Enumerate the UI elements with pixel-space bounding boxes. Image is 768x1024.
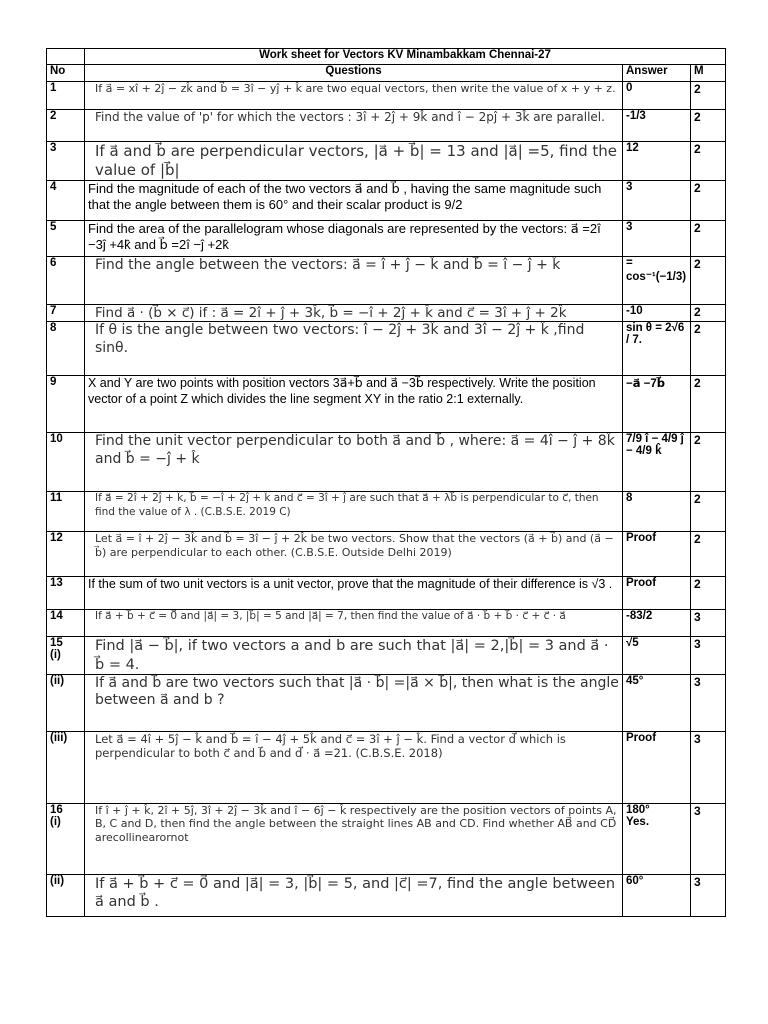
question-number: 12 [47,532,85,577]
question-number: 16 (i) [47,803,85,874]
question-text: Let a⃗ = 4î + 5ĵ − k̂ and b⃗ = î − 4ĵ + 5k̂ and c⃗ = 3î + ĵ − k̂. Find a vector d⃗ which is perpendicular to both c⃗ and b⃗ and d⃗ · a⃗ =21. (C.B.S.E. 2018) [85,731,623,803]
answer-cell: -1/3 [623,110,691,142]
question-text: If a⃗ = xî + 2ĵ − zk̂ and b⃗ = 3î − yĵ + k̂ are two equal vectors, then write the value of x + y + z. [85,82,623,110]
marks-cell: 3 [691,874,726,916]
question-text: Find the area of the parallelogram whose diagonals are represented by the vectors: a⃗ =2î −3ĵ +4k̂ and b⃗ =2î −ĵ +2k̂ [85,220,623,256]
table-row [47,322,726,376]
answer-cell: -10 [623,304,691,322]
marks-cell: 2 [691,110,726,142]
question-number: 15 (i) [47,637,85,674]
table-row [47,610,726,637]
table-row [47,256,726,304]
answer-cell: Proof [623,577,691,610]
answer-cell: 45° [623,674,691,731]
blank-corner-cell [47,49,85,65]
table-row [47,376,726,433]
question-number: (ii) [47,674,85,731]
table-row [47,731,726,803]
answer-cell: 3 [623,220,691,256]
marks-cell: 3 [691,637,726,674]
table-row [47,82,726,110]
question-number: 8 [47,322,85,376]
question-text: If a⃗ = 2î + 2ĵ + k̂, b⃗ = −î + 2ĵ + k̂ and c⃗ = 3î + ĵ are such that a⃗ + λb⃗ is perpendicular to c⃗, then find the value of λ . (C.B.S.E. 2019 C) [85,492,623,532]
header-answer: Answer [623,65,691,82]
answer-cell: 3 [623,180,691,220]
answer-cell: 0 [623,82,691,110]
answer-cell: = cos⁻¹(−1/3) [623,256,691,304]
question-text: If θ is the angle between two vectors: î − 2ĵ + 3k̂ and 3î − 2ĵ + k̂ ,find sinθ. [85,322,623,376]
answer-cell: sin θ = 2√6 / 7. [623,322,691,376]
question-text: If the sum of two unit vectors is a unit vector, prove that the magnitude of their difference is √3 . [85,577,623,610]
marks-cell: 3 [691,731,726,803]
question-number: (iii) [47,731,85,803]
marks-cell: 2 [691,180,726,220]
question-number: 9 [47,376,85,433]
table-row [47,142,726,181]
table-row [47,874,726,916]
answer-cell: Proof [623,731,691,803]
marks-cell: 3 [691,610,726,637]
question-text: Find a⃗ · (b⃗ × c⃗) if : a⃗ = 2î + ĵ + 3k̂, b⃗ = −î + 2ĵ + k̂ and c⃗ = 3î + ĵ + 2k̂ [85,304,623,322]
worksheet-title: Work sheet for Vectors KV Minambakkam Chennai-27 [85,49,726,65]
marks-cell: 2 [691,492,726,532]
marks-cell: 2 [691,532,726,577]
question-number: 14 [47,610,85,637]
answer-cell: 8 [623,492,691,532]
question-text: Find the angle between the vectors: a⃗ = î + ĵ − k̂ and b⃗ = î − ĵ + k̂ [85,256,623,304]
question-number: 3 [47,142,85,181]
marks-cell: 2 [691,376,726,433]
table-row [47,803,726,874]
answer-cell: Proof [623,532,691,577]
question-number: 5 [47,220,85,256]
answer-cell: 7/9 î − 4/9 ĵ − 4/9 k̂ [623,433,691,492]
answer-cell: 12 [623,142,691,181]
question-number: 13 [47,577,85,610]
table-row [47,674,726,731]
question-number: 2 [47,110,85,142]
table-row [47,180,726,220]
table-row [47,577,726,610]
question-text: If a⃗ and b⃗ are perpendicular vectors, |a⃗ + b⃗| = 13 and |a⃗| =5, find the value of |b⃗| [85,142,623,181]
header-marks: M [691,65,726,82]
question-text: Find the unit vector perpendicular to both a⃗ and b⃗ , where: a⃗ = 4î − ĵ + 8k̂ and b⃗ = −ĵ + k̂ [85,433,623,492]
marks-cell: 2 [691,256,726,304]
question-number: 4 [47,180,85,220]
marks-cell: 2 [691,82,726,110]
answer-cell: 180° Yes. [623,803,691,874]
marks-cell: 2 [691,577,726,610]
table-row [47,110,726,142]
answer-cell: √5 [623,637,691,674]
table-row [47,220,726,256]
marks-cell: 2 [691,142,726,181]
question-text: Let a⃗ = î + 2ĵ − 3k̂ and b⃗ = 3î − ĵ + 2k̂ be two vectors. Show that the vectors (a⃗ + b⃗) and (a⃗ − b⃗) are perpendicular to each other. (C.B.S.E. Outside Delhi 2019) [85,532,623,577]
table-row [47,637,726,674]
marks-cell: 3 [691,674,726,731]
worksheet-table [46,48,726,917]
answer-cell: −a⃗ −7b⃗ [623,376,691,433]
table-row [47,532,726,577]
marks-cell: 3 [691,803,726,874]
question-number: 7 [47,304,85,322]
table-row [47,433,726,492]
marks-cell: 2 [691,220,726,256]
question-text: If a⃗ + b⃗ + c⃗ = 0⃗ and |a⃗| = 3, |b⃗| = 5, and |c⃗| =7, find the angle between a⃗ and b⃗ . [85,874,623,916]
question-number: 10 [47,433,85,492]
table-row [47,492,726,532]
question-text: If a⃗ + b⃗ + c⃗ = 0⃗ and |a⃗| = 3, |b⃗| = 5 and |a⃗| = 7, then find the value of a⃗ · b⃗ + b⃗ · c⃗ + c⃗ · a⃗ [85,610,623,637]
answer-cell: 60° [623,874,691,916]
table-row [47,304,726,322]
marks-cell: 2 [691,433,726,492]
question-number: 1 [47,82,85,110]
answer-cell: -83/2 [623,610,691,637]
question-number: 6 [47,256,85,304]
marks-cell: 2 [691,304,726,322]
question-text: Find the value of 'p' for which the vectors : 3î + 2ĵ + 9k̂ and î − 2pĵ + 3k̂ are parallel. [85,110,623,142]
question-text: Find |a⃗ − b⃗|, if two vectors a and b are such that |a⃗| = 2,|b⃗| = 3 and a⃗ · b⃗ = 4. [85,637,623,674]
marks-cell: 2 [691,322,726,376]
question-text: Find the magnitude of each of the two vectors a⃗ and b⃗ , having the same magnitude such that the angle between them is 60° and their scalar product is 9/2 [85,180,623,220]
question-number: 11 [47,492,85,532]
question-text: If a⃗ and b⃗ are two vectors such that |a⃗ · b⃗| =|a⃗ × b⃗|, then what is the angle between a⃗ and b ? [85,674,623,731]
header-no: No [47,65,85,82]
question-text: If î + ĵ + k̂, 2î + 5ĵ, 3î + 2ĵ − 3k̂ and î − 6ĵ − k̂ respectively are the position vectors of points A, B, C and D, then find the angle between the straight lines AB and CD. Find whether AB⃗ and CD⃗ arecollinearornot [85,803,623,874]
question-text: X and Y are two points with position vectors 3a⃗+b⃗ and a⃗ −3b⃗ respectively. Write the position vector of a point Z which divides the line segment XY in the ratio 2:1 externally. [85,376,623,433]
question-number: (ii) [47,874,85,916]
header-questions: Questions [85,65,623,82]
